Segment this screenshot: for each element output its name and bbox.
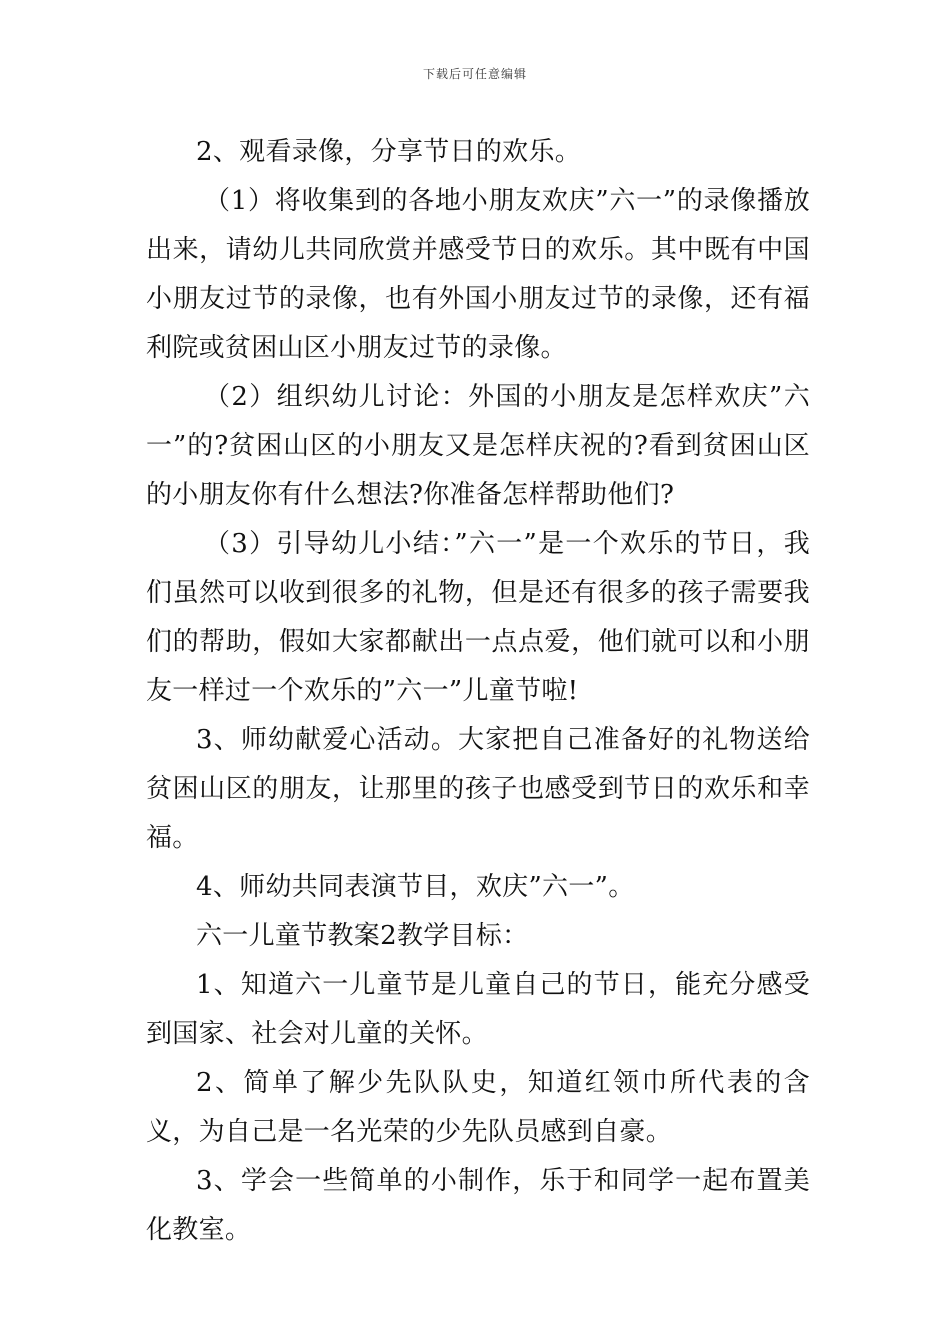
paragraph-step-4: 4、师幼共同表演节目，欢庆”六一”。 <box>196 872 635 902</box>
objective-1: 1、知道六一儿童节是儿童自己的节日，能充分感受到国家、社会对儿童的关怀。 <box>146 970 810 1049</box>
paragraph-step-3: 3、师幼献爱心活动。大家把自己准备好的礼物送给贫困山区的朋友，让那里的孩子也感受到节日的欢乐和幸福。 <box>146 725 810 853</box>
paragraph-sub-1: （1）将收集到的各地小朋友欢庆”六一”的录像播放出来，请幼儿共同欣赏并感受节日的欢乐。其中既有中国小朋友过节的录像，也有外国小朋友过节的录像，还有福利院或贫困山区小朋友过节的录像。 <box>146 186 810 363</box>
paragraph-sub-3: （3）引导幼儿小结：”六一”是一个欢乐的节日，我们虽然可以收到很多的礼物，但是还有很多的孩子需要我们的帮助，假如大家都献出一点点爱，他们就可以和小朋友一样过一个欢乐的”六一”儿童节啦! <box>146 529 810 706</box>
objective-3: 3、学会一些简单的小制作，乐于和同学一起布置美化教室。 <box>146 1166 810 1245</box>
document-body <box>146 128 810 1255</box>
paragraph-sub-2: （2）组织幼儿讨论：外国的小朋友是怎样欢庆”六一”的?贫困山区的小朋友又是怎样庆祝的?看到贫困山区的小朋友你有什么想法?你准备怎样帮助他们? <box>146 382 810 510</box>
section-heading-lesson-2: 六一儿童节教案2教学目标： <box>196 921 529 951</box>
page-header-note: 下载后可任意编辑 <box>422 67 527 81</box>
objective-2: 2、简单了解少先队队史，知道红领巾所代表的含义，为自己是一名光荣的少先队员感到自豪。 <box>146 1068 810 1147</box>
paragraph-step-2: 2、观看录像，分享节日的欢乐。 <box>196 137 582 167</box>
